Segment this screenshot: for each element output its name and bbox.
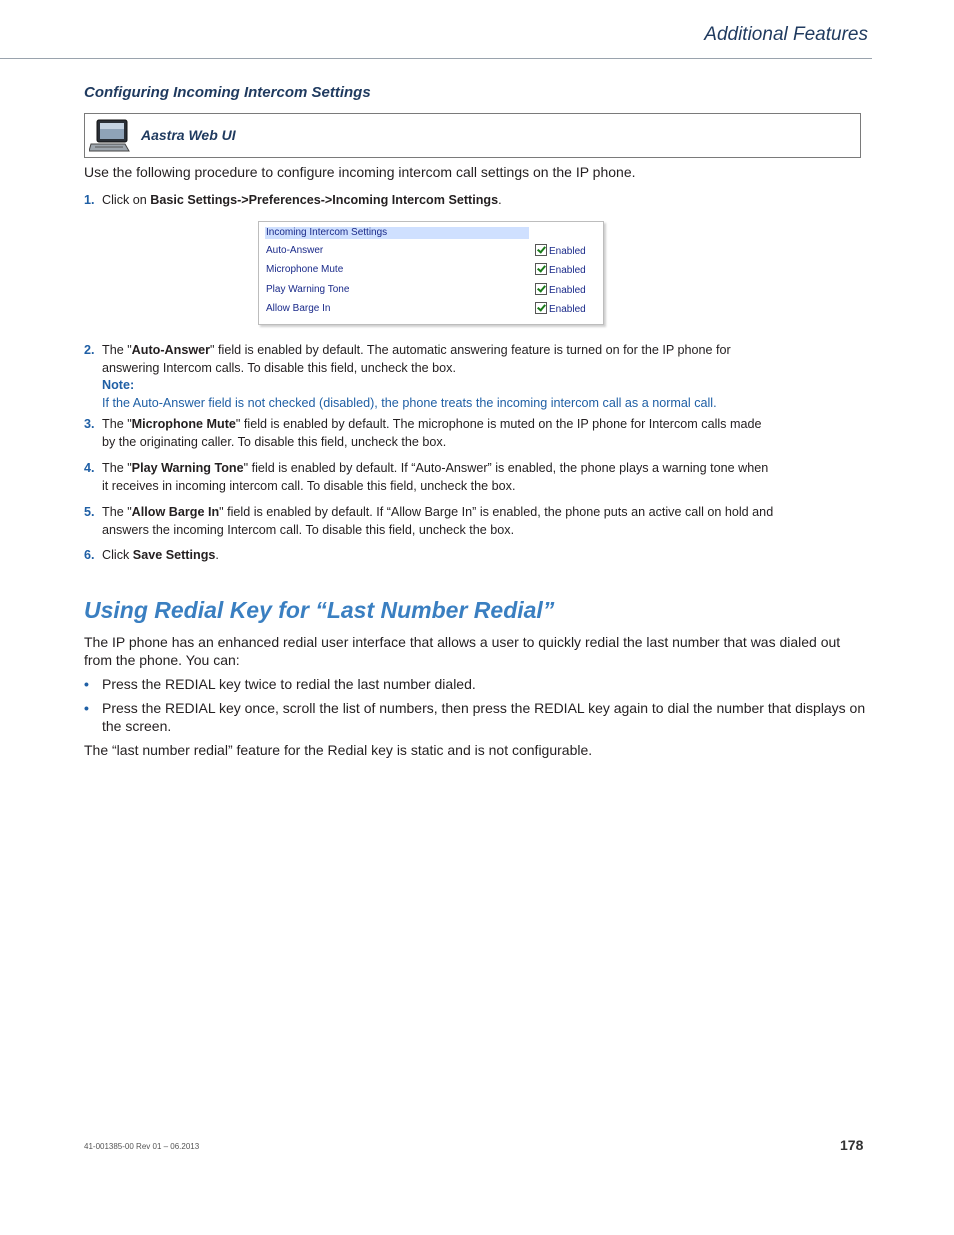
list-item [84, 675, 869, 693]
setting-value: Enabled [549, 285, 586, 296]
step-text: Click [102, 548, 133, 562]
bullet-icon: • [84, 700, 89, 716]
auto-answer-checkbox[interactable] [535, 244, 547, 256]
redial-intro: The IP phone has an enhanced redial user interface that allows a user to quickly redial the last number that was dialed out from the phone. You can: [84, 634, 841, 668]
microphone-mute-checkbox[interactable] [535, 263, 547, 275]
step-text: The " [102, 505, 132, 519]
setting-row-auto-answer [265, 243, 595, 259]
setting-label: Microphone Mute [266, 264, 344, 275]
step-text: The " [102, 461, 132, 475]
step-number: 6. [84, 548, 95, 562]
setting-label: Auto-Answer [266, 245, 324, 256]
step-number: 3. [84, 417, 95, 431]
menu-path: Basic Settings->Preferences->Incoming Intercom Settings [150, 193, 499, 207]
step-text: " field is enabled by default. If “Auto-Answer” is enabled, the phone plays a warning tone when it receives in incoming intercom call. To disable this field, uncheck the box. [102, 461, 769, 493]
field-name: Play Warning Tone [131, 461, 244, 475]
field-name: Allow Barge In [131, 505, 220, 519]
step-number: 1. [84, 193, 95, 207]
bullet-icon: • [84, 676, 89, 692]
setting-row-microphone-mute [265, 262, 595, 278]
step-text: The " [102, 417, 132, 431]
step-5 [84, 504, 774, 539]
step-text: . [498, 193, 502, 207]
note-text: If the Auto-Answer field is not checked (disabled), the phone treats the incoming intercom call as a normal call. [102, 395, 717, 410]
incoming-intercom-settings-panel [258, 221, 604, 325]
setting-value: Enabled [549, 265, 586, 276]
step-text: Click on [102, 193, 151, 207]
section-title: Configuring Incoming Intercom Settings [84, 84, 371, 101]
web-ui-callout [84, 113, 861, 158]
page-number: 178 [840, 1137, 864, 1153]
header-divider [0, 58, 872, 59]
step-text: . [215, 548, 219, 562]
field-name: Microphone Mute [131, 417, 236, 431]
step-text: The " [102, 343, 132, 357]
redial-section-heading: Using Redial Key for “Last Number Redial” [84, 597, 555, 623]
step-text: " field is enabled by default. The microphone is muted on the IP phone for Intercom calls made by the originating caller. To disable this field, uncheck the box. [102, 417, 762, 449]
step-number: 2. [84, 343, 95, 357]
step-text: " field is enabled by default. If “Allow Barge In” is enabled, the phone puts an active call on hold and answers the incoming Intercom call. To disable this field, uncheck the box. [102, 505, 774, 537]
step-6 [84, 547, 774, 565]
step-4 [84, 460, 774, 495]
setting-value: Enabled [549, 304, 586, 315]
step-2 [84, 342, 774, 412]
setting-row-allow-barge-in [265, 301, 595, 317]
step-number: 5. [84, 505, 95, 519]
field-name: Auto-Answer [131, 343, 211, 357]
computer-monitor-icon [89, 118, 131, 154]
intro-text: Use the following procedure to configure incoming intercom call settings on the IP phone. [84, 164, 636, 180]
setting-value: Enabled [549, 246, 586, 257]
panel-header: Incoming Intercom Settings [265, 227, 529, 239]
setting-label: Allow Barge In [266, 303, 331, 314]
action-name: Save Settings [132, 548, 216, 562]
list-item-text: Press the REDIAL key twice to redial the last number dialed. [102, 676, 476, 692]
step-3 [84, 416, 774, 451]
step-text: " field is enabled by default. The automatic answering feature is turned on for the IP phone for answering Intercom calls. To disable this field, uncheck the box. [102, 343, 731, 375]
step-1 [84, 192, 774, 210]
play-warning-tone-checkbox[interactable] [535, 283, 547, 295]
footer-doc-id: 41-001385-00 Rev 01 – 06.2013 [84, 1142, 200, 1151]
redial-closing: The “last number redial” feature for the Redial key is static and is not configurable. [84, 742, 593, 758]
allow-barge-in-checkbox[interactable] [535, 302, 547, 314]
web-ui-label: Aastra Web UI [141, 127, 236, 143]
step-number: 4. [84, 461, 95, 475]
list-item-text: Press the REDIAL key once, scroll the list of numbers, then press the REDIAL key again to dial the number that displays on the screen. [102, 700, 866, 734]
setting-row-play-warning-tone [265, 282, 595, 298]
list-item [84, 699, 869, 735]
page-header-title: Additional Features [704, 24, 868, 45]
note-label: Note: [102, 378, 135, 392]
setting-label: Play Warning Tone [266, 284, 350, 295]
